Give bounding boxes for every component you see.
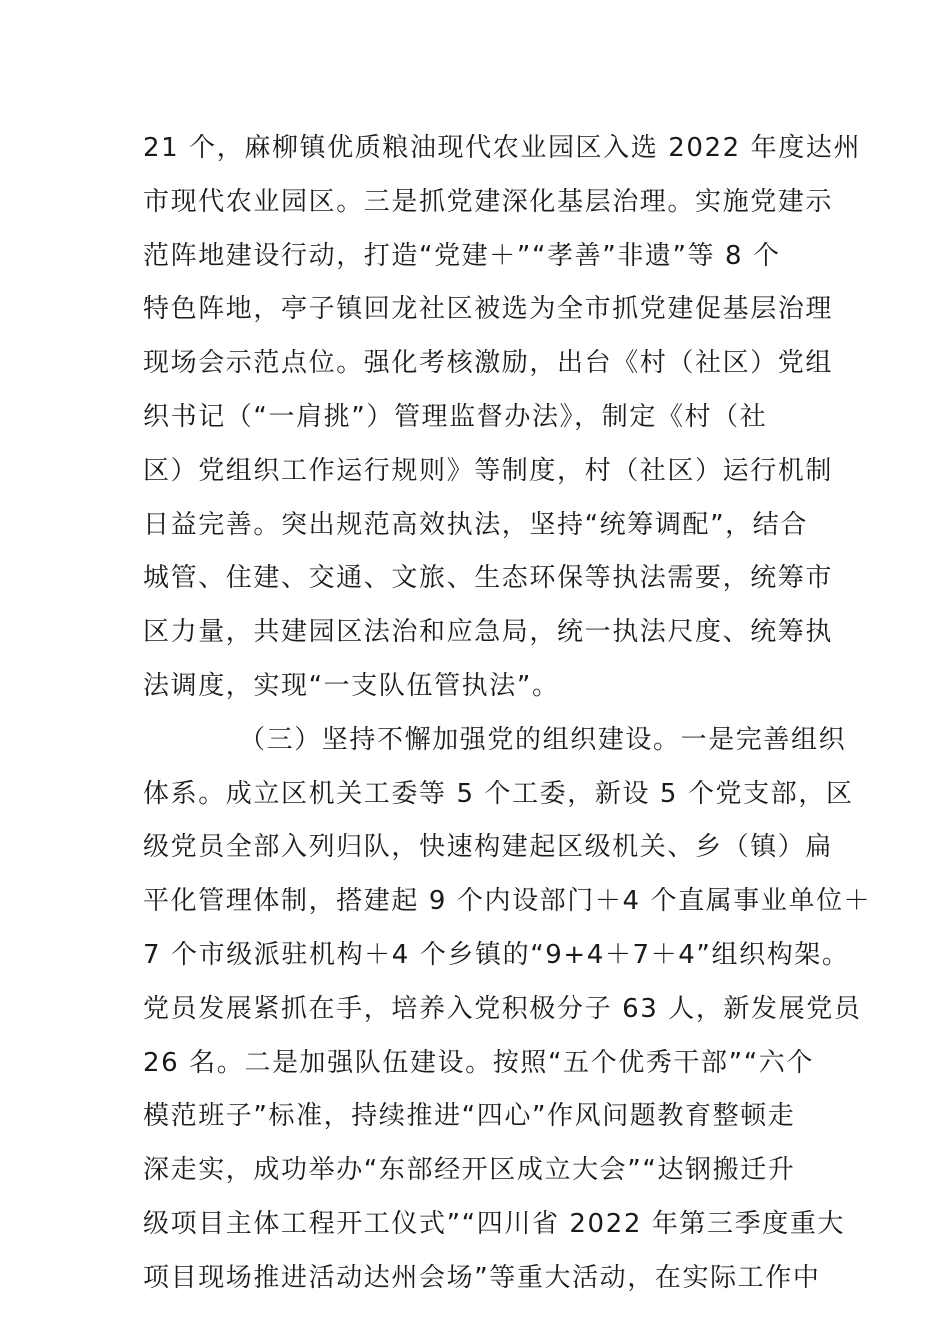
body-text xyxy=(143,122,872,1306)
text-line: 区力量，共建园区法治和应急局，统一执法尺度、统筹执 xyxy=(143,617,834,648)
text-line: 项目现场推进活动达州会场”等重大活动，在实际工作中 xyxy=(143,1262,821,1293)
text-line: 深走实，成功举办“东部经开区成立大会”“达钢搬迁升 xyxy=(143,1155,796,1186)
text-line: 区）党组织工作运行规则》等制度，村（社区）运行机制 xyxy=(143,455,834,486)
text-line: 级项目主体工程开工仪式”“四川省 2022 年第三季度重大 xyxy=(143,1208,846,1239)
text-line: 体系。成立区机关工委等 5 个工委，新设 5 个党支部，区 xyxy=(143,778,854,809)
text-line: 级党员全部入列归队，快速构建起区级机关、乡（镇）扁 xyxy=(143,832,834,863)
text-line: 织书记（“一肩挑”）管理监督办法》，制定《村（社 xyxy=(143,401,768,432)
text-line: 模范班子”标准，持续推进“四心”作风问题教育整顿走 xyxy=(143,1101,796,1132)
section-heading-line: （三）坚持不懈加强党的组织建设。一是完善组织 xyxy=(239,724,847,755)
text-line: 平化管理体制，搭建起 9 个内设部门＋4 个直属事业单位＋ xyxy=(143,886,872,917)
text-line: 法调度，实现“一支队伍管执法”。 xyxy=(143,670,560,701)
text-line: 7 个市级派驻机构＋4 个乡镇的“9+4＋7＋4”组织构架。 xyxy=(143,939,850,970)
text-line: 范阵地建设行动，打造“党建＋”“孝善”非遗”等 8 个 xyxy=(143,240,781,271)
text-line: 市现代农业园区。三是抓党建深化基层治理。实施党建示 xyxy=(143,186,834,217)
text-line: 党员发展紧抓在手，培养入党积极分子 63 人，新发展党员 xyxy=(143,993,862,1024)
text-line: 26 名。二是加强队伍建设。按照“五个优秀干部”“六个 xyxy=(143,1047,814,1078)
text-line: 日益完善。突出规范高效执法，坚持“统筹调配”，结合 xyxy=(143,509,808,540)
text-line: 特色阵地，亭子镇回龙社区被选为全市抓党建促基层治理 xyxy=(143,294,834,325)
text-line: 城管、住建、交通、文旅、生态环保等执法需要，统筹市 xyxy=(143,563,834,594)
text-line: 现场会示范点位。强化考核激励，出台《村（社区）党组 xyxy=(143,348,834,379)
text-line: 21 个，麻柳镇优质粮油现代农业园区入选 2022 年度达州 xyxy=(143,133,862,163)
